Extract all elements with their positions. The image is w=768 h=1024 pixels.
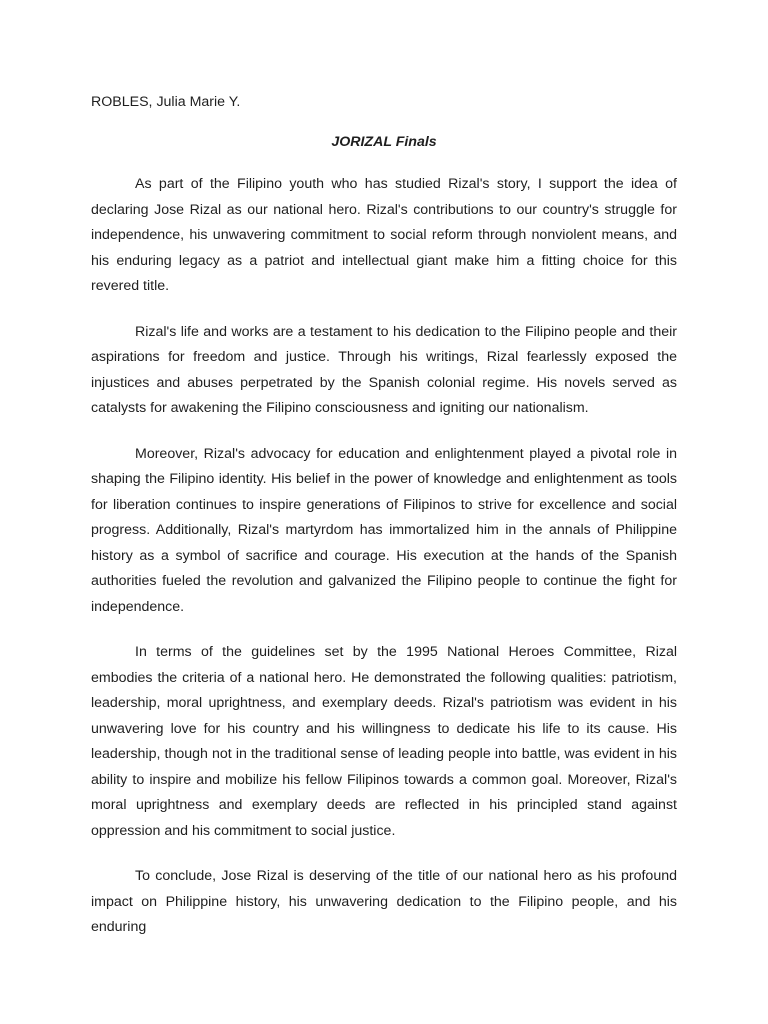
document-body bbox=[91, 172, 677, 941]
paragraph-5: To conclude, Jose Rizal is deserving of the title of our national hero as his profound impact on Philippine history, his unwavering dedication to the Filipino people, and his enduring bbox=[91, 868, 677, 935]
author-name: ROBLES, Julia Marie Y. bbox=[91, 94, 241, 110]
paragraph-4: In terms of the guidelines set by the 1995 National Heroes Committee, Rizal embodies the criteria of a national hero. He demonstrated the following qualities: patriotism, leadership, moral uprightness, and exemplary deeds. Rizal's patriotism was evident in his unwavering love for his country and his willingness to dedicate his life to its cause. His leadership, though not in the traditional sense of leading people into battle, was evident in his ability to inspire and mobilize his fellow Filipinos towards a common goal. Moreover, Rizal's moral uprightness and exemplary deeds are reflected in his principled stand against oppression and his commitment to social justice. bbox=[91, 644, 677, 839]
document-title: JORIZAL Finals bbox=[331, 134, 437, 150]
paragraph-1: As part of the Filipino youth who has studied Rizal's story, I support the idea of declaring Jose Rizal as our national hero. Rizal's contributions to our country's struggle for independence, his unwavering commitment to social reform through nonviolent means, and his enduring legacy as a patriot and intellectual giant make him a fitting choice for this revered title. bbox=[91, 176, 677, 294]
paragraph-3: Moreover, Rizal's advocacy for education and enlightenment played a pivotal role in shaping the Filipino identity. His belief in the power of knowledge and enlightenment as tools for liberation continues to inspire generations of Filipinos to strive for excellence and social progress. Additionally, Rizal's martyrdom has immortalized him in the annals of Philippine history as a symbol of sacrifice and courage. His execution at the hands of the Spanish authorities fueled the revolution and galvanized the Filipino people to continue the fight for independence. bbox=[91, 445, 677, 615]
paragraph-2: Rizal's life and works are a testament to his dedication to the Filipino people and their aspirations for freedom and justice. Through his writings, Rizal fearlessly exposed the injustices and abuses perpetrated by the Spanish colonial regime. His novels served as catalysts for awakening the Filipino consciousness and igniting our nationalism. bbox=[91, 323, 677, 416]
